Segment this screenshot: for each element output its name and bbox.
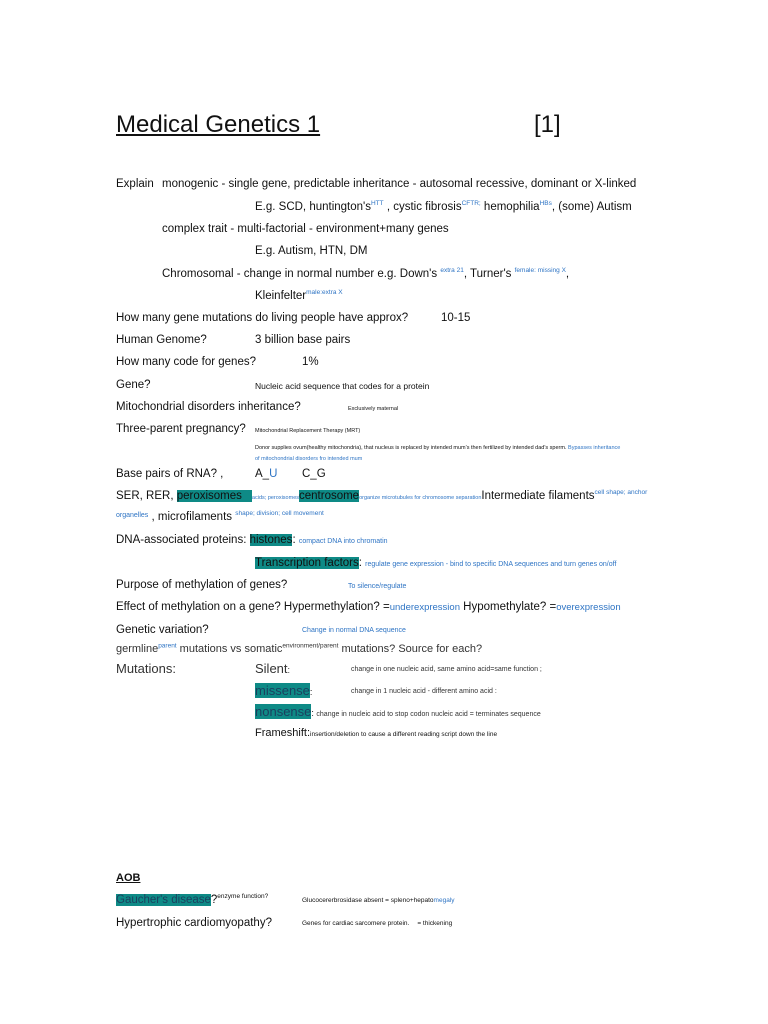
a-mutations: 10-15 xyxy=(441,312,471,324)
a-gene: Nucleic acid sequence that codes for a protein xyxy=(255,381,430,391)
chrom-female: female: missing X xyxy=(514,267,566,275)
q-mutations: How many gene mutations do living people have approx? xyxy=(116,312,409,324)
tf-highlight: Transcription factors xyxy=(255,557,359,569)
chrom-text-b: , Turner's xyxy=(463,268,515,280)
q-variation: Genetic variation? xyxy=(116,624,209,636)
gaucher-def xyxy=(302,897,455,904)
germline-line xyxy=(116,643,482,655)
a-three-parent: Mitochondrial Replacement Therapy (MRT) xyxy=(255,428,361,434)
gaucher-sup: enzyme function? xyxy=(217,893,269,901)
three-detail-text: Donor supplies ovum(healthy mitochondria), that nucleus is replaced by intended mum's then fertilized by intended dad's sperm. xyxy=(255,445,567,451)
frameshift-line xyxy=(255,727,497,739)
germ-a: germline xyxy=(116,643,159,655)
a-genome: 3 billion base pairs xyxy=(255,334,351,346)
peroxisomes-highlight: peroxisomes xyxy=(176,490,242,502)
missense-def: change in 1 nucleic acid - different amino acid : xyxy=(351,688,497,695)
centrosome-highlight: centrosome xyxy=(299,490,360,502)
q-methyl: Purpose of methylation of genes? xyxy=(116,579,288,591)
eg1-text-b: , cystic fibrosis xyxy=(383,201,462,213)
missense-line: missense: xyxy=(255,683,313,698)
intermediate-note: cell shape; anchor xyxy=(594,489,648,497)
frameshift-def: insertion/deletion to cause a different reading script down the line xyxy=(310,731,498,738)
q-genome: Human Genome? xyxy=(116,334,207,346)
intermediate-filaments: Intermediate filaments xyxy=(481,490,595,502)
a-rna-cg: C_G xyxy=(302,468,326,480)
klein-sup: male:extra X xyxy=(306,289,343,297)
explain-label: Explain xyxy=(116,178,154,190)
a-variation: Change in normal DNA sequence xyxy=(302,627,406,634)
missense-highlight: missense xyxy=(255,683,310,698)
nonsense-line: nonsense: change in nucleic acid to stop codon nucleic acid = terminates sequence xyxy=(255,704,541,719)
eg1-text-c: hemophilia xyxy=(480,201,540,213)
eg1-text-d: , (some) Autism xyxy=(551,201,632,213)
germ-env: environment/parent xyxy=(282,642,339,650)
q-rna: Base pairs of RNA? , xyxy=(116,468,224,480)
effect-under: underexpression xyxy=(389,602,460,613)
klein-text: Kleinfelter xyxy=(255,290,307,302)
histones-note: compact DNA into chromatin xyxy=(298,538,388,545)
microfilaments: , microfilaments xyxy=(148,511,236,523)
hcm-def-a: Genes for xyxy=(302,920,333,927)
q-gene: Gene? xyxy=(116,379,151,391)
tf-note: regulate gene expression - bind to specific DNA sequences and turn genes on/off xyxy=(365,561,617,568)
rna-a: A_ xyxy=(255,468,270,480)
chrom-text-c: , xyxy=(565,268,570,280)
eg1-htt: HTT xyxy=(370,200,384,208)
aob-heading: AOB xyxy=(116,872,141,884)
hcm-def-b: cardiac sarcomere protein. xyxy=(332,920,410,927)
hcm-line: Hypertrophic cardiomyopathy? xyxy=(116,917,272,929)
germ-c: mutations? Source for each? xyxy=(338,643,483,655)
gaucher-highlight: Gaucher's disease xyxy=(116,894,211,906)
germ-b: mutations vs somatic xyxy=(176,643,283,655)
organelles-line-2 xyxy=(116,511,324,523)
nonsense-highlight: nonsense xyxy=(255,704,312,719)
germ-parent: parent xyxy=(158,642,177,650)
silent-word: Silent xyxy=(255,661,288,676)
eg1-cftr: CFTR; xyxy=(461,200,481,208)
gaucher-q: ? xyxy=(210,894,218,906)
eg1-hbs: HBs xyxy=(539,200,552,208)
mutations-label: Mutations: xyxy=(116,661,176,676)
organelles-line xyxy=(116,490,647,502)
dna-proteins-q: DNA-associated proteins: xyxy=(116,534,250,546)
centrosome-note: organize microtubules for chromosome separation xyxy=(359,495,482,501)
effect-line xyxy=(116,601,621,613)
eg1-text-a: E.g. SCD, huntington's xyxy=(255,201,371,213)
page-title: Medical Genetics 1 xyxy=(116,111,321,138)
organelles-text-a: SER, RER, xyxy=(116,490,177,502)
silent-line xyxy=(255,661,290,676)
nonsense-def: change in nucleic acid to stop codon nucleic acid = terminates sequence xyxy=(316,711,541,718)
complex-line: complex trait - multi-factorial - environment+many genes xyxy=(162,223,449,235)
gaucher-line xyxy=(116,894,268,906)
page-number: [1] xyxy=(534,111,561,138)
hcm-def xyxy=(302,920,452,927)
histones-highlight: histones xyxy=(249,534,293,546)
microfilaments-note: shape; division; cell movement xyxy=(235,510,324,518)
q-three-parent: Three-parent pregnancy? xyxy=(116,423,246,435)
hcm-def-c: = thickening xyxy=(417,920,453,927)
a-mito: Exclusively maternal xyxy=(348,406,399,412)
dna-proteins-line: DNA-associated proteins: histones: compact DNA into chromatin xyxy=(116,534,388,546)
q-code: How many code for genes? xyxy=(116,356,256,368)
chrom-extra21: extra 21 xyxy=(440,267,464,275)
monogenic-line: monogenic - single gene, predictable inheritance - autosomal recessive, dominant or X-linked xyxy=(162,178,637,190)
gaucher-def-a: Glucocererbrosidase absent = spleno+hepato xyxy=(302,897,434,904)
peroxisomes-note: acids; peroxisomes xyxy=(251,495,299,501)
eg2-line: E.g. Autism, HTN, DM xyxy=(255,245,368,257)
chrom-text-a: Chromosomal - change in normal number e.g. Down's xyxy=(162,268,441,280)
effect-a: Effect of methylation on a gene? Hypermethylation? = xyxy=(116,601,390,613)
kleinfelter-line xyxy=(255,290,343,302)
eg1-line xyxy=(255,201,632,213)
chromosomal-line xyxy=(162,268,569,280)
a-code: 1% xyxy=(302,356,319,368)
organelles-word: organelles xyxy=(116,512,149,519)
silent-def: change in one nucleic acid, same amino acid=same function ; xyxy=(351,666,542,673)
a-rna-au xyxy=(255,468,277,480)
a-methyl: To silence/regulate xyxy=(348,583,407,590)
effect-b: Hypomethylate? = xyxy=(459,601,557,613)
q-mito: Mitochondrial disorders inheritance? xyxy=(116,401,301,413)
gaucher-def-b: megaly xyxy=(433,897,455,904)
three-detail-blue1: Bypasses inheritance xyxy=(566,445,621,451)
rna-u: U xyxy=(269,468,278,480)
silent-colon: : xyxy=(287,665,291,675)
three-parent-detail-2: of mitochondrial disorders fro intended mum xyxy=(255,456,363,462)
effect-over: overexpression xyxy=(556,602,621,613)
frameshift-word: Frameshift: xyxy=(255,727,311,739)
three-parent-detail xyxy=(255,445,620,451)
tf-line: Transcription factors: regulate gene expression - bind to specific DNA sequences and turn genes on/off xyxy=(255,557,617,569)
